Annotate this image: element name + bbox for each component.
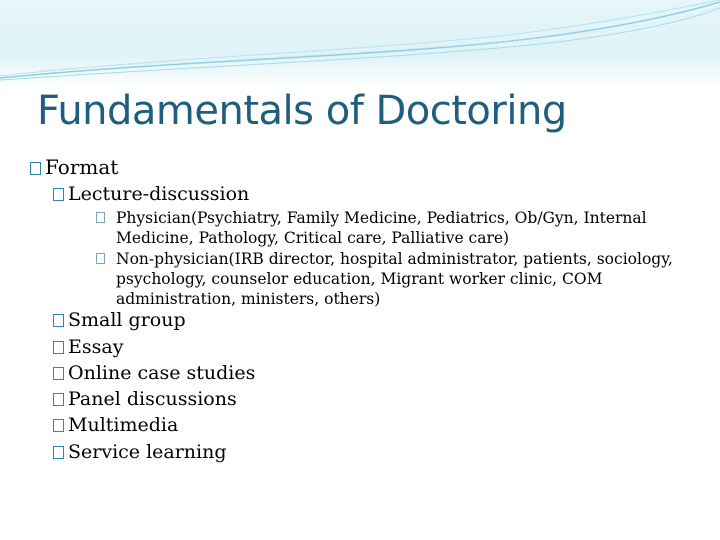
bullet-essay [53, 336, 123, 358]
bullet-lecture-discussion-label: Lecture-discussion [68, 183, 250, 205]
bullet-small-group-label: Small group [68, 309, 186, 331]
square-bullet-icon [96, 253, 105, 264]
bullet-panel-discussions-label: Panel discussions [68, 388, 237, 410]
square-bullet-icon [30, 162, 41, 175]
square-bullet-icon [53, 446, 64, 459]
bullet-multimedia-label: Multimedia [68, 414, 179, 436]
bullet-lecture-discussion [53, 183, 249, 205]
square-bullet-icon [53, 419, 64, 432]
sub-bullet-physician-text: Physician(Psychiatry, Family Medicine, Pediatrics, Ob/Gyn, Internal Medicine, Pathology, Critical care, Palliative care) [116, 209, 647, 247]
bullet-multimedia [53, 414, 178, 436]
square-bullet-icon [53, 367, 64, 380]
bullet-service-learning [53, 441, 227, 463]
bullet-service-learning-label: Service learning [68, 441, 227, 463]
wave-lines-decoration [0, 0, 720, 90]
bullet-format-label: Format [45, 155, 119, 179]
bullet-format [30, 155, 118, 179]
bullet-panel-discussions [53, 388, 237, 410]
header-decoration [0, 0, 720, 90]
bullet-online-case-studies-label: Online case studies [68, 362, 256, 384]
square-bullet-icon [53, 341, 64, 354]
square-bullet-icon [96, 212, 105, 223]
slide-title: Fundamentals of Doctoring [37, 88, 567, 134]
bullet-online-case-studies [53, 362, 255, 384]
bullet-essay-label: Essay [68, 336, 124, 358]
square-bullet-icon [53, 393, 64, 406]
sub-bullet-non-physician-text: Non-physician(IRB director, hospital administrator, patients, sociology, psychology, counselor education, Migrant worker clinic, COM administration, ministers, others) [116, 250, 673, 308]
sub-bullet-non-physician [96, 249, 696, 309]
bullet-small-group [53, 309, 186, 331]
sub-bullet-physician [96, 208, 696, 248]
square-bullet-icon [53, 314, 64, 327]
square-bullet-icon [53, 188, 64, 201]
